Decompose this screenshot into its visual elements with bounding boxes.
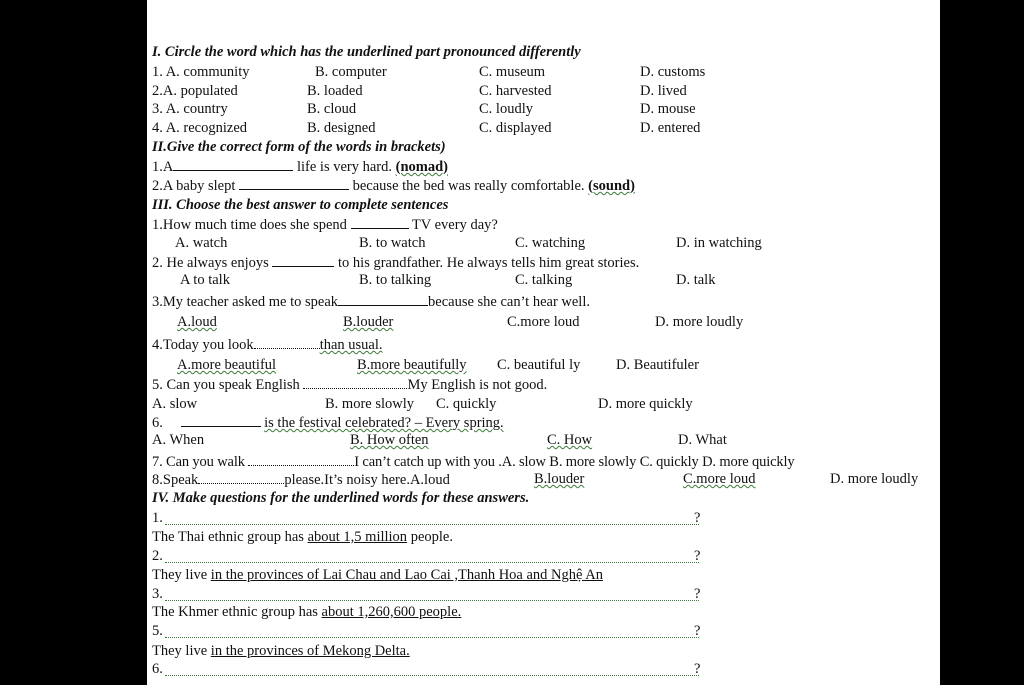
s3-q5-opt-a: A. slow bbox=[152, 396, 198, 412]
s3-q3-opt-b: B.louder bbox=[343, 314, 394, 330]
s3-q4 bbox=[152, 336, 383, 354]
s4-q3-line[interactable] bbox=[165, 600, 699, 601]
section-1-heading: I. Circle the word which has the underlined part pronounced differently bbox=[152, 44, 581, 60]
s3-q4-rest: than usual. bbox=[319, 337, 383, 353]
s3-q1-rest: TV every day? bbox=[411, 217, 498, 233]
s4-a5-pre: They live bbox=[152, 643, 208, 659]
s1-q3-d: D. mouse bbox=[640, 101, 696, 117]
s3-q2-blank[interactable] bbox=[272, 254, 334, 267]
s3-q6 bbox=[152, 414, 504, 432]
s4-a2 bbox=[152, 567, 603, 584]
section-2-heading: II.Give the correct form of the words in brackets) bbox=[152, 139, 446, 155]
s3-q5-rest: My English is not good. bbox=[407, 377, 548, 393]
s4-q5-num: 5. bbox=[152, 623, 163, 639]
s3-q4-start: 4.Today you look bbox=[152, 337, 254, 353]
s1-q3-b: B. cloud bbox=[307, 101, 357, 117]
s4-q2-num: 2. bbox=[152, 548, 163, 564]
s3-q6-opt-b: B. How often bbox=[350, 432, 429, 448]
s2-q1-blank[interactable] bbox=[173, 158, 293, 171]
s4-q2-line[interactable] bbox=[165, 562, 699, 563]
s3-q3-opt-a: A.loud bbox=[177, 314, 217, 330]
s4-q6-line[interactable] bbox=[165, 675, 699, 676]
s4-q1-line[interactable] bbox=[165, 524, 699, 525]
s4-a3 bbox=[152, 604, 461, 621]
s3-q2-opt-b: B. to talking bbox=[359, 272, 432, 288]
s3-q7-blank[interactable] bbox=[248, 453, 354, 466]
s4-a3-underlined: about 1,260,600 people. bbox=[321, 604, 462, 620]
s1-q4-d: D. entered bbox=[640, 120, 701, 136]
s3-q6-start: 6. bbox=[152, 415, 163, 431]
s3-q7-start: 7. Can you walk bbox=[152, 454, 245, 470]
s3-q1-start: 1.How much time does she spend bbox=[152, 217, 347, 233]
s3-q3-opt-c: C.more loud bbox=[507, 314, 580, 330]
s3-q5-start: 5. Can you speak English bbox=[152, 377, 300, 393]
s3-q1-opt-d: D. in watching bbox=[676, 235, 762, 251]
s2-q2-rest: because the bed was really comfortable. bbox=[352, 178, 585, 194]
s4-a1-pre: The Thai ethnic group has bbox=[152, 529, 304, 545]
s4-q3-qmark: ? bbox=[694, 586, 701, 602]
s3-q1-opt-a: A. watch bbox=[175, 235, 228, 251]
s3-q6-opt-a: A. When bbox=[152, 432, 205, 448]
s3-q3-start: 3.My teacher asked me to speak bbox=[152, 294, 339, 310]
s3-q8-opt-d: D. more loudly bbox=[830, 471, 919, 487]
s3-q8-opt-b: B.louder bbox=[534, 471, 585, 487]
s3-q7 bbox=[152, 453, 794, 471]
s2-q1-start: 1.A bbox=[152, 159, 174, 175]
s1-q1-c: C. museum bbox=[479, 64, 546, 80]
s3-q2-opt-c: C. talking bbox=[515, 272, 573, 288]
s2-q2 bbox=[152, 177, 635, 195]
s3-q3-opt-d: D. more loudly bbox=[655, 314, 744, 330]
s2-q2-word: (sound) bbox=[588, 178, 635, 194]
s4-a3-pre: The Khmer ethnic group has bbox=[152, 604, 318, 620]
s3-q5-blank[interactable] bbox=[303, 376, 407, 389]
s4-a5 bbox=[152, 643, 410, 660]
s3-q6-rest: is the festival celebrated? – Every spring. bbox=[264, 415, 504, 431]
s3-q5 bbox=[152, 376, 547, 394]
s3-q6-blank[interactable] bbox=[181, 414, 261, 427]
s4-q1-qmark: ? bbox=[694, 510, 701, 526]
s3-q5-opt-c: C. quickly bbox=[436, 396, 497, 412]
s3-q4-opt-d: D. Beautifuler bbox=[616, 357, 699, 373]
s3-q2 bbox=[152, 254, 639, 272]
s4-q1-num: 1. bbox=[152, 510, 163, 526]
s4-q6-qmark: ? bbox=[694, 661, 701, 677]
s3-q8-opt-c: C.more loud bbox=[683, 471, 756, 487]
s1-q4-b: B. designed bbox=[307, 120, 376, 136]
s4-q6-num: 6. bbox=[152, 661, 163, 677]
s2-q1 bbox=[152, 158, 448, 176]
s4-a1 bbox=[152, 529, 453, 546]
section-4-heading: IV. Make questions for the underlined words for these answers. bbox=[152, 490, 530, 506]
s4-a1-underlined: about 1,5 million bbox=[307, 529, 408, 545]
s4-q5-line[interactable] bbox=[165, 637, 699, 638]
s4-q3-num: 3. bbox=[152, 586, 163, 602]
s3-q3-rest: because she can’t hear well. bbox=[428, 294, 590, 310]
s3-q4-blank[interactable] bbox=[254, 336, 320, 349]
s3-q1-opt-b: B. to watch bbox=[359, 235, 426, 251]
s4-a2-underlined: in the provinces of Lai Chau and Lao Cai ,Thanh Hoa and Nghệ An bbox=[210, 567, 603, 583]
s3-q5-opt-b: B. more slowly bbox=[325, 396, 415, 412]
s3-q2-opt-d: D. talk bbox=[676, 272, 716, 288]
s3-q6-opt-d: D. What bbox=[678, 432, 727, 448]
s3-q4-opt-c: C. beautiful ly bbox=[497, 357, 581, 373]
s1-q2-b: B. loaded bbox=[307, 83, 363, 99]
s1-q4-c: C. displayed bbox=[479, 120, 552, 136]
s2-q1-rest: life is very hard. bbox=[296, 159, 393, 175]
s3-q1-opt-c: C. watching bbox=[515, 235, 586, 251]
s3-q2-rest: to his grandfather. He always tells him great stories. bbox=[338, 255, 640, 271]
s1-q3-a: 3. A. country bbox=[152, 101, 228, 117]
s3-q4-opt-a: A.more beautiful bbox=[177, 357, 277, 373]
s3-q8-rest: please.It’s noisy here.A.loud bbox=[284, 472, 450, 488]
s1-q1-d: D. customs bbox=[640, 64, 706, 80]
s4-q5-qmark: ? bbox=[694, 623, 701, 639]
s2-q2-blank[interactable] bbox=[239, 177, 349, 190]
s1-q1-a: 1. A. community bbox=[152, 64, 250, 80]
s4-a5-underlined: in the provinces of Mekong Delta. bbox=[210, 643, 410, 659]
s3-q8 bbox=[152, 471, 450, 489]
s4-a2-pre: They live bbox=[152, 567, 208, 583]
s3-q6-opt-c: C. How bbox=[547, 432, 593, 448]
s3-q1-blank[interactable] bbox=[351, 216, 409, 229]
s1-q2-d: D. lived bbox=[640, 83, 687, 99]
s3-q1 bbox=[152, 216, 498, 234]
s1-q3-c: C. loudly bbox=[479, 101, 533, 117]
s4-a1-post: people. bbox=[407, 529, 453, 545]
s2-q2-start: 2.A baby slept bbox=[152, 178, 236, 194]
s1-q1-b: B. computer bbox=[315, 64, 387, 80]
s3-q2-opt-a: A to talk bbox=[180, 272, 230, 288]
s3-q2-start: 2. He always enjoys bbox=[152, 255, 269, 271]
s3-q8-blank[interactable] bbox=[198, 471, 284, 484]
section-3-heading: III. Choose the best answer to complete sentences bbox=[152, 197, 449, 213]
s3-q7-rest: I can’t catch up with you .A. slow B. more slowly C. quickly D. more quickly bbox=[354, 454, 795, 470]
s3-q4-opt-b: B.more beautifully bbox=[357, 357, 467, 373]
s1-q2-c: C. harvested bbox=[479, 83, 552, 99]
s4-q2-qmark: ? bbox=[694, 548, 701, 564]
s3-q3-blank[interactable] bbox=[338, 293, 428, 306]
worksheet-page bbox=[147, 0, 940, 685]
s3-q8-start: 8.Speak bbox=[152, 472, 199, 488]
s3-q3 bbox=[152, 293, 590, 311]
s3-q5-opt-d: D. more quickly bbox=[598, 396, 693, 412]
s1-q4-a: 4. A. recognized bbox=[152, 120, 248, 136]
s2-q1-word: (nomad) bbox=[395, 159, 449, 175]
s1-q2-a: 2.A. populated bbox=[152, 83, 238, 99]
